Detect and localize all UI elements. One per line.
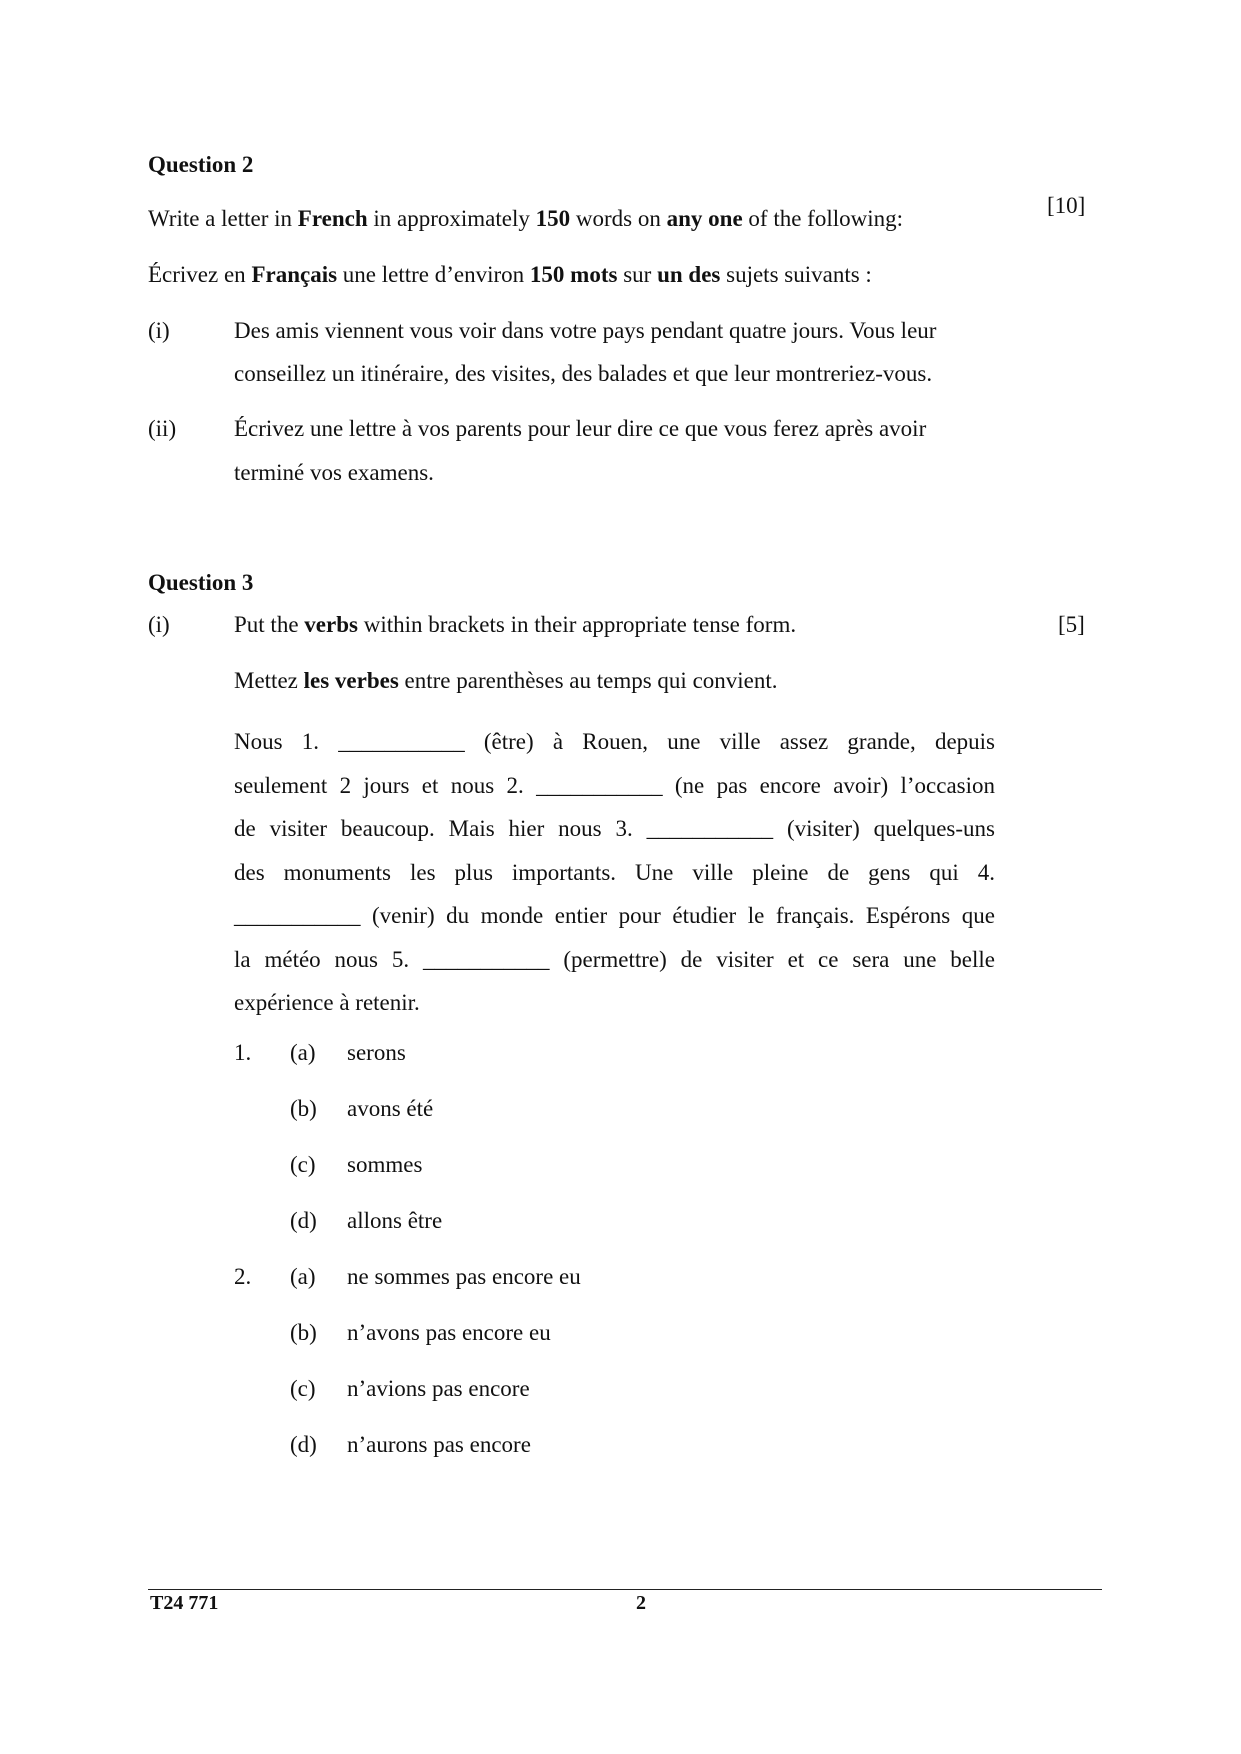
instruction-bold: les verbes xyxy=(303,668,399,693)
instruction-text: Write a letter in xyxy=(148,206,298,231)
option-text: serons xyxy=(347,1040,406,1065)
instruction-text: entre parenthèses au temps qui convient. xyxy=(398,668,778,693)
question-3-part-number: (i) xyxy=(148,612,170,637)
passage-line: expérience à retenir. xyxy=(234,990,420,1015)
option-letter: (d) xyxy=(290,1432,317,1457)
instruction-text: within brackets in their appropriate tense form. xyxy=(357,612,797,637)
instruction-text: Mettez xyxy=(234,668,304,693)
question-3-instruction-fr xyxy=(234,668,778,694)
instruction-text: sur xyxy=(617,262,658,287)
option-text: n’aurons pas encore xyxy=(347,1432,531,1457)
option-text: ne sommes pas encore eu xyxy=(347,1264,581,1289)
instruction-bold: 150 mots xyxy=(529,262,618,287)
option-text: n’avons pas encore eu xyxy=(347,1320,551,1345)
option-letter: (a) xyxy=(290,1264,316,1289)
topic-text-line: terminé vos examens. xyxy=(234,460,434,485)
instruction-text: Put the xyxy=(234,612,305,637)
instruction-text: Écrivez en xyxy=(148,262,252,287)
question-2-instruction-en xyxy=(148,206,903,232)
passage-line: seulement 2 jours et nous 2. ___________ (ne pas encore avoir) l’occasion xyxy=(234,772,995,798)
option-text: sommes xyxy=(347,1152,423,1177)
option-letter: (c) xyxy=(290,1376,316,1401)
footer-page-number: 2 xyxy=(636,1592,646,1614)
question-3-title: Question 3 xyxy=(148,570,254,595)
option-text: n’avions pas encore xyxy=(347,1376,530,1401)
instruction-bold: French xyxy=(297,206,368,231)
instruction-text: sujets suivants : xyxy=(720,262,872,287)
topic-text-line: Des amis viennent vous voir dans votre pays pendant quatre jours. Vous leur xyxy=(234,318,937,343)
question-3-marks: [5] xyxy=(1058,612,1085,637)
instruction-text: of the following: xyxy=(742,206,903,231)
instruction-bold: 150 xyxy=(535,206,571,231)
passage-line: ___________ (venir) du monde entier pour étudier le français. Espérons que xyxy=(234,903,995,928)
cloze-passage xyxy=(234,720,995,1025)
topic-number: (ii) xyxy=(148,416,177,441)
instruction-text: words on xyxy=(570,206,667,231)
question-3-instruction-en xyxy=(234,612,796,638)
question-2-instruction-fr xyxy=(148,262,872,288)
instruction-bold: any one xyxy=(666,206,743,231)
passage-line: Nous 1. ___________ (être) à Rouen, une ville assez grande, depuis xyxy=(234,729,995,754)
passage-line: des monuments les plus importants. Une ville pleine de gens qui 4. xyxy=(234,859,995,885)
question-2-title: Question 2 xyxy=(148,152,254,177)
instruction-text: une lettre d’environ xyxy=(337,262,530,287)
option-letter: (d) xyxy=(290,1208,317,1233)
instruction-text: in approximately xyxy=(367,206,536,231)
option-letter: (b) xyxy=(290,1320,317,1345)
option-letter: (c) xyxy=(290,1152,316,1177)
passage-line: la météo nous 5. ___________ (permettre) de visiter et ce sera une belle xyxy=(234,946,995,972)
topic-text-line: conseillez un itinéraire, des visites, des balades et que leur montreriez-vous. xyxy=(234,361,933,386)
question-2-marks: [10] xyxy=(1047,193,1086,218)
item-number: 1. xyxy=(234,1040,252,1065)
instruction-bold: un des xyxy=(657,262,721,287)
instruction-bold: Français xyxy=(251,262,338,287)
instruction-bold: verbs xyxy=(304,612,358,637)
passage-line: de visiter beaucoup. Mais hier nous 3. ___________ (visiter) quelques-uns xyxy=(234,816,995,841)
option-text: allons être xyxy=(347,1208,443,1233)
footer-paper-code: T24 771 xyxy=(150,1592,219,1614)
option-text: avons été xyxy=(347,1096,434,1121)
item-number: 2. xyxy=(234,1264,252,1289)
footer-divider xyxy=(148,1589,1102,1590)
option-letter: (a) xyxy=(290,1040,316,1065)
option-letter: (b) xyxy=(290,1096,317,1121)
topic-number: (i) xyxy=(148,318,170,343)
topic-text-line: Écrivez une lettre à vos parents pour leur dire ce que vous ferez après avoir xyxy=(234,416,927,441)
